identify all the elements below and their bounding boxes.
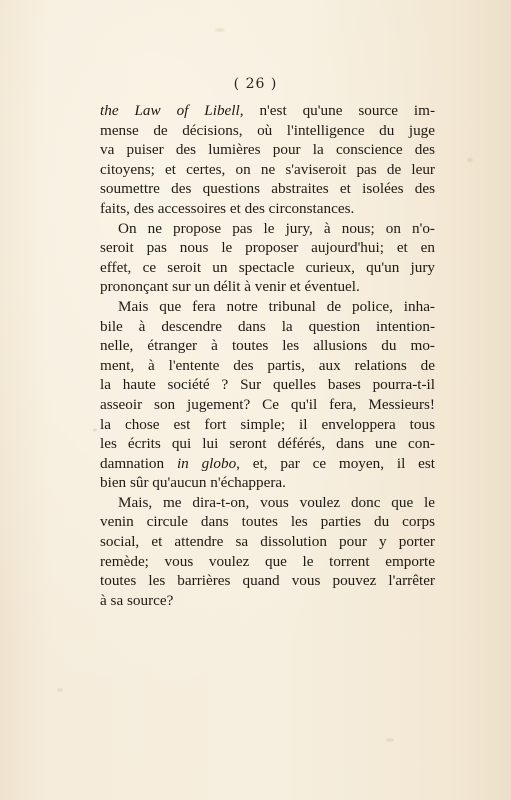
text-run: la chose est fort simple; il enveloppera tous (100, 415, 435, 433)
text-run: On ne propose pas le jury, à nous; on n'o- (118, 219, 435, 237)
text-line (100, 160, 435, 180)
text-line (100, 493, 435, 513)
text-run: les écrits qui lui seront déférés, dans une con- (100, 435, 435, 453)
text-run: nelle, étranger à toutes les allusions du mo- (100, 337, 435, 355)
text-line (100, 140, 435, 160)
text-line (100, 317, 435, 337)
text-run: citoyens; et certes, on ne s'aviseroit pas de leur (100, 160, 435, 178)
text-run: , et, par ce moyen, il est (236, 454, 435, 472)
text-run: , n'est qu'une source im- (239, 102, 436, 119)
text-run: seroit pas nous le proposer aujourd'hui; et en (100, 239, 435, 257)
text-run: effet, ce seroit un spectacle curieux, qu'un jury (100, 258, 435, 276)
paragraph (100, 297, 435, 493)
italic-text: the Law of Libell (100, 102, 240, 119)
text-run: à sa source? (100, 591, 174, 609)
text-line (100, 179, 435, 199)
text-line (100, 336, 435, 356)
text-run: Mais, me dira-t-on, vous voulez donc que le (118, 493, 435, 511)
text-line (100, 356, 435, 376)
text-line (100, 473, 435, 493)
text-run: ment, à l'entente des partis, aux relations de (100, 356, 435, 374)
text-run: remède; vous voulez que le torrent emporte (100, 552, 435, 570)
text-run: faits, des accessoires et des circonstances. (100, 199, 355, 217)
text-run: la haute société ? Sur quelles bases pourra-t-il (100, 376, 435, 394)
italic-text: in globo (176, 454, 237, 472)
text-line (100, 571, 435, 591)
text-line (100, 395, 435, 415)
text-run: va puiser des lumières pour la conscience des (100, 141, 435, 159)
text-line (100, 415, 435, 435)
text-line (100, 199, 435, 219)
text-run: Mais que fera notre tribunal de police, inha- (118, 297, 435, 315)
text-run: soumettre des questions abstraites et isolées des (100, 180, 435, 198)
paragraph (100, 101, 435, 219)
text-line (100, 512, 435, 532)
text-run: bile à descendre dans la question intention- (100, 317, 435, 335)
text-run: toutes les barrières quand vous pouvez l'arrêter (100, 572, 435, 590)
text-line (100, 532, 435, 552)
text-line (100, 591, 435, 611)
text-line (100, 297, 435, 317)
body-text (100, 101, 435, 610)
text-run: social, et attendre sa dissolution pour y porter (100, 533, 435, 551)
text-line (100, 101, 435, 121)
text-run: mense de décisions, où l'intelligence du juge (100, 121, 435, 139)
text-line (100, 258, 435, 278)
text-line (100, 277, 435, 297)
text-line (100, 238, 435, 258)
text-run: venin circule dans toutes les parties du corps (100, 513, 435, 531)
text-run: bien sûr qu'aucun n'échappera. (100, 474, 286, 492)
paragraph (100, 493, 435, 611)
text-run: asseoir son jugement? Ce qu'il fera, Messieurs! (100, 395, 435, 413)
text-line (100, 434, 435, 454)
text-run: damnation (100, 454, 177, 472)
page-number: ( 26 ) (233, 76, 278, 92)
text-line (100, 375, 435, 395)
text-line (100, 552, 435, 572)
text-line (100, 454, 435, 474)
paragraph (100, 219, 435, 297)
text-run: prononçant sur un délit à venir et éventuel. (100, 278, 360, 296)
text-line (100, 121, 435, 141)
text-line (100, 219, 435, 239)
